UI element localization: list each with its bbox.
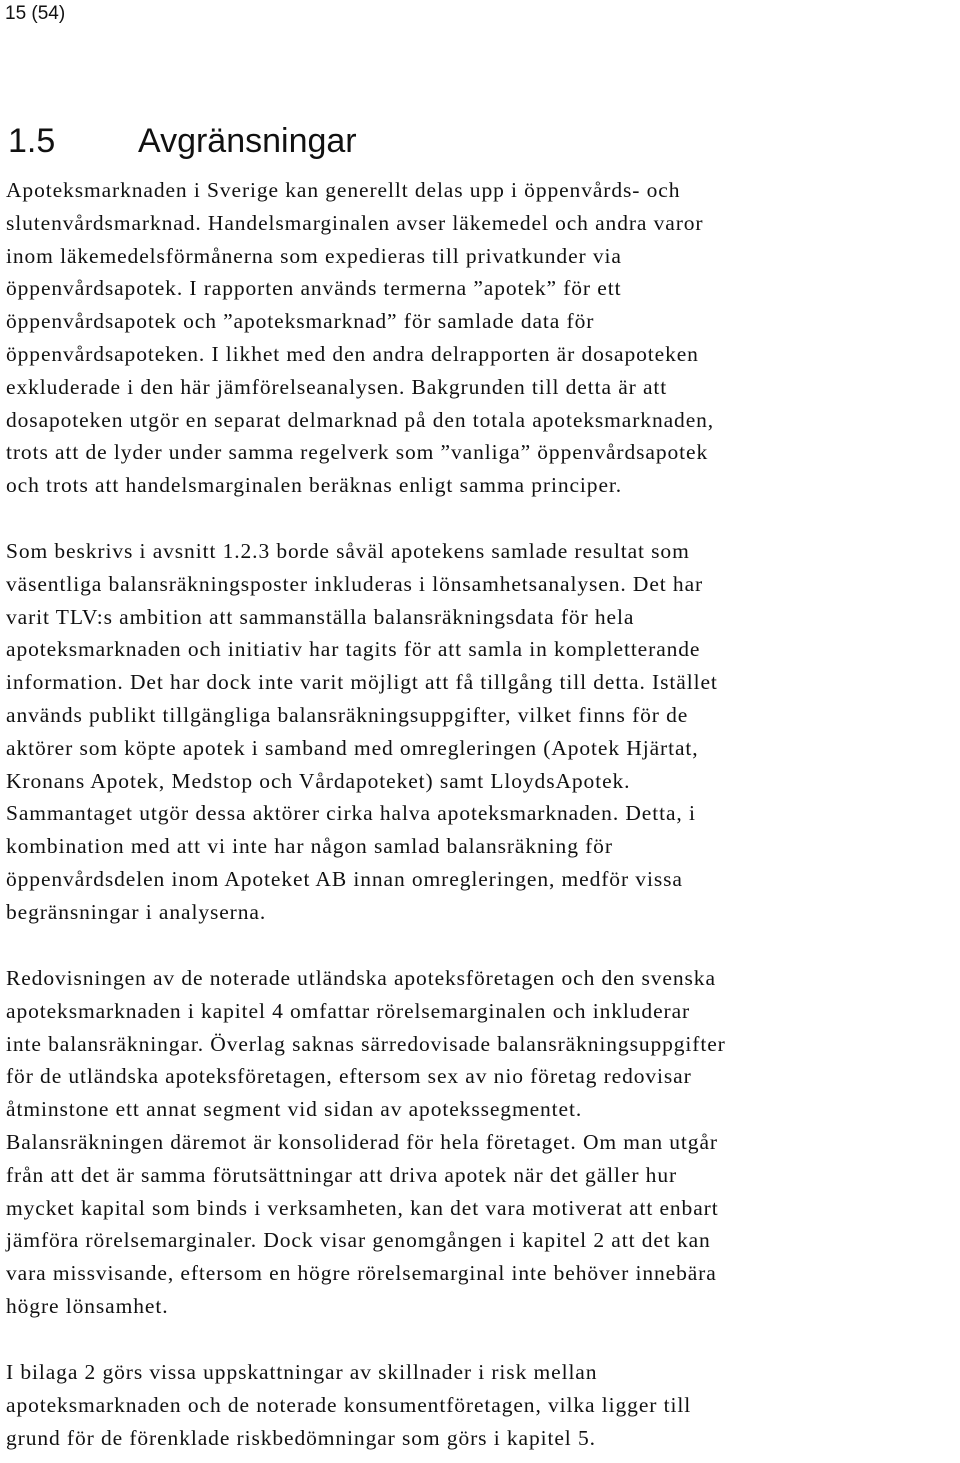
- text-line: aktörer som köpte apotek i samband med omregleringen (Apotek Hjärtat,: [6, 735, 699, 760]
- text-line: apoteksmarknaden och initiativ har tagits för att samla in kompletterande: [6, 637, 701, 662]
- text-line: dosapoteken utgör en separat delmarknad på den totala apoteksmarknaden,: [6, 407, 715, 432]
- section-heading: [8, 119, 357, 163]
- text-line: apoteksmarknaden i kapitel 4 omfattar rörelsemarginalen och inkluderar: [6, 998, 691, 1023]
- text-line: exkluderade i den här jämförelseanalysen. Bakgrunden till detta är att: [6, 374, 668, 399]
- text-line: I bilaga 2 görs vissa uppskattningar av skillnader i risk mellan: [6, 1360, 598, 1384]
- text-line: från att det är samma förutsättningar att driva apotek när det gäller hur: [6, 1162, 678, 1187]
- text-line: varit TLV:s ambition att sammanställa balansräkningsdata för hela: [6, 604, 635, 629]
- text-line: Som beskrivs i avsnitt 1.2.3 borde såväl apotekens samlade resultat som: [6, 539, 690, 563]
- text-line: Balansräkningen däremot är konsoliderad för hela företaget. Om man utgår: [6, 1129, 718, 1154]
- text-line: begränsningar i analyserna.: [6, 899, 267, 924]
- text-line: slutenvårdsmarknad. Handelsmarginalen avser läkemedel och andra varor: [6, 210, 704, 235]
- text-line: kombination med att vi inte har någon samlad balansräkning för: [6, 834, 613, 859]
- text-line: öppenvårdsdelen inom Apoteket AB innan omregleringen, medför vissa: [6, 866, 683, 891]
- text-line: jämföra rörelsemarginaler. Dock visar genomgången i kapitel 2 att det kan: [6, 1228, 711, 1253]
- text-line: information. Det har dock inte varit möjligt att få tillgång till detta. Istället: [6, 670, 718, 695]
- paragraph-risk-appendix: [6, 1356, 958, 1454]
- section-title: Avgränsningar: [138, 122, 357, 160]
- text-line: Apoteksmarknaden i Sverige kan generellt delas upp i öppenvårds- och: [6, 178, 681, 202]
- text-line: högre lönsamhet.: [6, 1293, 169, 1318]
- text-line: öppenvårdsapotek. I rapporten används termerna ”apotek” för ett: [6, 276, 622, 301]
- text-line: Redovisningen av de noterade utländska apoteksföretagen och den svenska: [6, 966, 716, 990]
- text-line: öppenvårdsapotek och ”apoteksmarknad” för samlade data för: [6, 309, 595, 334]
- text-line: trots att de lyder under samma regelverk som ”vanliga” öppenvårdsapotek: [6, 440, 709, 465]
- paragraph-balance-sheet-data: [6, 535, 958, 929]
- paragraph-scope-definition: [6, 174, 958, 502]
- text-line: väsentliga balansräkningsposter inkluderas i lönsamhetsanalysen. Det har: [6, 571, 704, 596]
- text-line: Sammantaget utgör dessa aktörer cirka halva apoteksmarknaden. Detta, i: [6, 801, 696, 826]
- text-line: grund för de förenklade riskbedömningar som görs i kapitel 5.: [6, 1425, 596, 1450]
- paragraph-foreign-companies: [6, 962, 958, 1323]
- text-line: mycket kapital som binds i verksamheten, kan det vara motiverat att enbart: [6, 1195, 719, 1220]
- text-line: inom läkemedelsförmånerna som expedieras till privatkunder via: [6, 243, 622, 268]
- text-line: och trots att handelsmarginalen beräknas enligt samma principer.: [6, 473, 623, 498]
- text-line: inte balansräkningar. Överlag saknas särredovisade balansräkningsuppgifter: [6, 1031, 726, 1056]
- text-line: Kronans Apotek, Medstop och Vårdapoteket) samt LloydsApotek.: [6, 768, 631, 793]
- section-number: 1.5: [8, 122, 56, 160]
- text-line: apoteksmarknaden och de noterade konsumentföretagen, vilka ligger till: [6, 1392, 692, 1417]
- text-line: för de utländska apoteksföretagen, eftersom sex av nio företag redovisar: [6, 1064, 692, 1089]
- text-line: öppenvårdsapoteken. I likhet med den andra delrapporten är dosapoteken: [6, 341, 699, 366]
- page-number: 15 (54): [5, 3, 66, 24]
- text-line: vara missvisande, eftersom en högre rörelsemarginal inte behöver innebära: [6, 1261, 717, 1286]
- text-line: åtminstone ett annat segment vid sidan av apotekssegmentet.: [6, 1097, 583, 1122]
- text-line: används publikt tillgängliga balansräkningsuppgifter, vilket finns för de: [6, 702, 689, 727]
